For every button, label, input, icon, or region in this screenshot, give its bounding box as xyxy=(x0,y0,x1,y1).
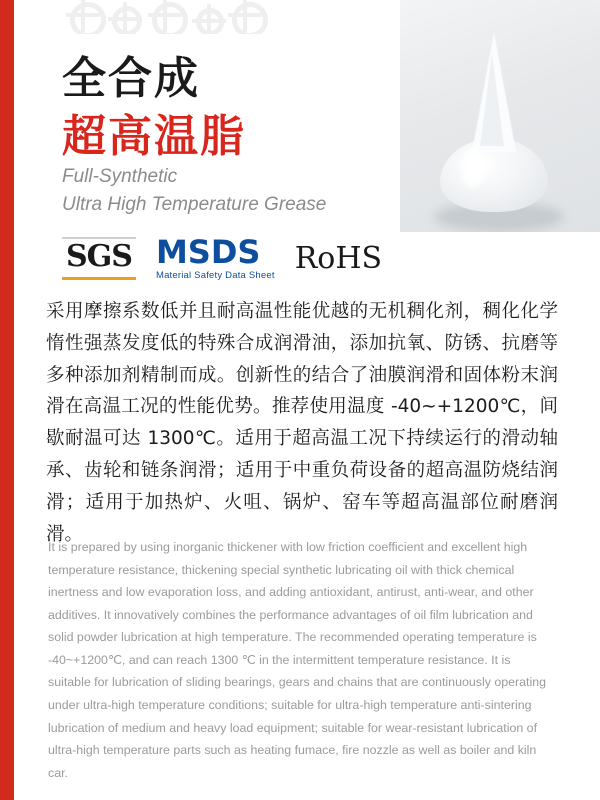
page-title-cn-line2: 超高温脂 xyxy=(62,111,246,162)
gear-icon xyxy=(112,6,142,34)
page-subtitle-en-line2: Ultra High Temperature Grease xyxy=(62,193,327,215)
sgs-top-rule xyxy=(62,237,136,239)
gear-decoration-band xyxy=(60,0,360,34)
rohs-logo-label: RoHS xyxy=(294,240,383,276)
grease-peak-highlight xyxy=(480,54,504,146)
msds-logo xyxy=(155,233,275,281)
certification-logos xyxy=(62,233,383,281)
gear-icon xyxy=(232,2,268,34)
rohs-logo xyxy=(295,241,382,276)
page-subtitle-en-line1: Full-Synthetic xyxy=(62,166,178,187)
grease-highlight xyxy=(460,148,486,188)
page-subtitle-en xyxy=(62,163,326,218)
grease-sample-image xyxy=(434,26,554,216)
msds-logo-sublabel: Material Safety Data Sheet xyxy=(155,270,275,281)
sgs-logo-label: SGS xyxy=(66,238,132,274)
description-chinese: 采用摩擦系数低并且耐高温性能优越的无机稠化剂，稠化化学惰性强蒸发度低的特殊合成润滑油，添加抗氧、防锈、抗磨等多种添加剂精制而成。创新性的结合了油膜润滑和固体粉末润滑在高温工况的性能优势。推荐使用温度 -40~+1200℃，间歇耐温可达 1300℃。适用于超高温工况下持续运行的滑动轴承、齿轮和链条润滑；适用于中重负荷设备的超高温防烧结润滑；适用于加热炉、火咀、锅炉、窑车等超高温部位耐磨润滑。 xyxy=(46,301,558,545)
gear-icon xyxy=(152,2,188,34)
sgs-logo xyxy=(62,237,136,280)
description-english: It is prepared by using inorganic thickener with low friction coefficient and excellent high temperature resistance, thickening special synthetic lubricating oil with thick chemical inertness and low evaporation loss, and adding antioxidant, antirust, anti-wear, and other additives. It innovatively combines the performance advantages of oil film lubrication and solid powder lubrication at high temperature. The recommended operating temperature is -40~+1200℃, and can reach 1300 ℃ in the intermittent temperature resistance. It is suitable for lubrication of sliding bearings, gears and chains that are continuously operating under ultra-high temperature conditions; suitable for ultra-high temperature anti-sintering lubrication of medium and heavy load equipment; suitable for wear-resistant lubrication of ultra-high temperature parts such as heating fumace, fire nozzle as well as boiler and kiln car. xyxy=(48,540,546,780)
gear-icon xyxy=(196,8,224,34)
page-title-cn-line1: 全合成 xyxy=(62,53,200,104)
gear-icon xyxy=(70,2,106,34)
product-photo xyxy=(400,0,600,232)
msds-logo-label: MSDS xyxy=(155,233,261,271)
left-accent-bar xyxy=(0,0,14,800)
